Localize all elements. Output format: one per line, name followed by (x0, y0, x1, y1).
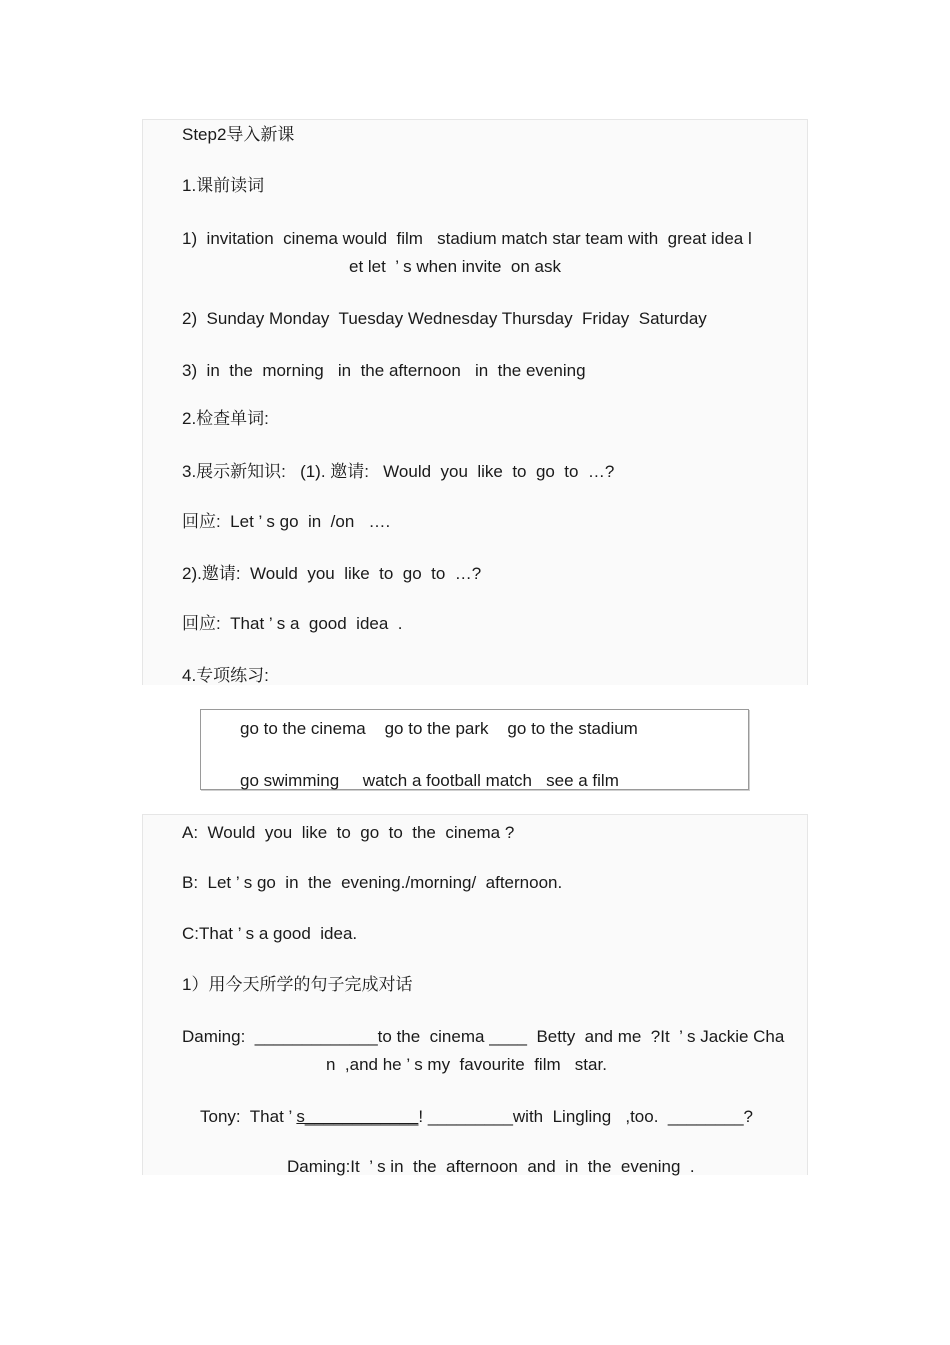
part1-title: 1.课前读词 (182, 176, 265, 195)
step-title: Step2导入新课 (182, 125, 295, 144)
tony-line: Tony: That ’ s____________! _________with Lingling ,too. ________? (200, 1107, 753, 1126)
lesson-panel-top (142, 119, 808, 685)
dialogue-line-a: A: Would you like to go to the cinema ? (182, 823, 515, 842)
answer-blank[interactable]: _________ (427, 1107, 513, 1126)
phrase-row-2: go swimming watch a football match see a film (240, 771, 619, 790)
word-list-1-line2: et let ’ s when invite on ask (349, 257, 561, 276)
answer-blank[interactable]: ____ (489, 1027, 528, 1046)
response-1: 回应: Let ’ s go in /on …. (182, 512, 391, 531)
invitation-2: 2).邀请: Would you like to go to …? (182, 564, 482, 583)
daming-line-1: Daming: _____________to the cinema ____ Betty and me ?It ’ s Jackie Cha (182, 1027, 785, 1046)
phrase-row-1: go to the cinema go to the park go to the stadium (240, 719, 638, 738)
daming-line-1-cont: n ,and he ’ s my favourite film star. (326, 1055, 607, 1074)
answer-blank[interactable]: _____________ (254, 1027, 378, 1046)
answer-blank[interactable]: ________ (667, 1107, 744, 1126)
phrase-box (200, 709, 749, 790)
answer-blank[interactable]: s____________ (296, 1107, 419, 1126)
daming-line-2: Daming:It ’ s in the afternoon and in the evening . (287, 1157, 695, 1176)
part2-title: 2.检查单词: (182, 409, 269, 428)
dialogue-line-c: C:That ’ s a good idea. (182, 924, 358, 943)
word-list-2: 2) Sunday Monday Tuesday Wednesday Thursday Friday Saturday (182, 309, 707, 328)
part4-title: 4.专项练习: (182, 666, 269, 685)
word-list-3: 3) in the morning in the afternoon in the evening (182, 361, 586, 380)
part3-invitation: 3.展示新知识: (1). 邀请: Would you like to go to …? (182, 462, 615, 481)
word-list-1-line1: 1) invitation cinema would film stadium match star team with great idea l (182, 229, 752, 248)
dialogue-line-b: B: Let ’ s go in the evening./morning/ afternoon. (182, 873, 563, 892)
exercise-title: 1）用今天所学的句子完成对话 (182, 975, 413, 994)
response-2: 回应: That ’ s a good idea . (182, 614, 403, 633)
